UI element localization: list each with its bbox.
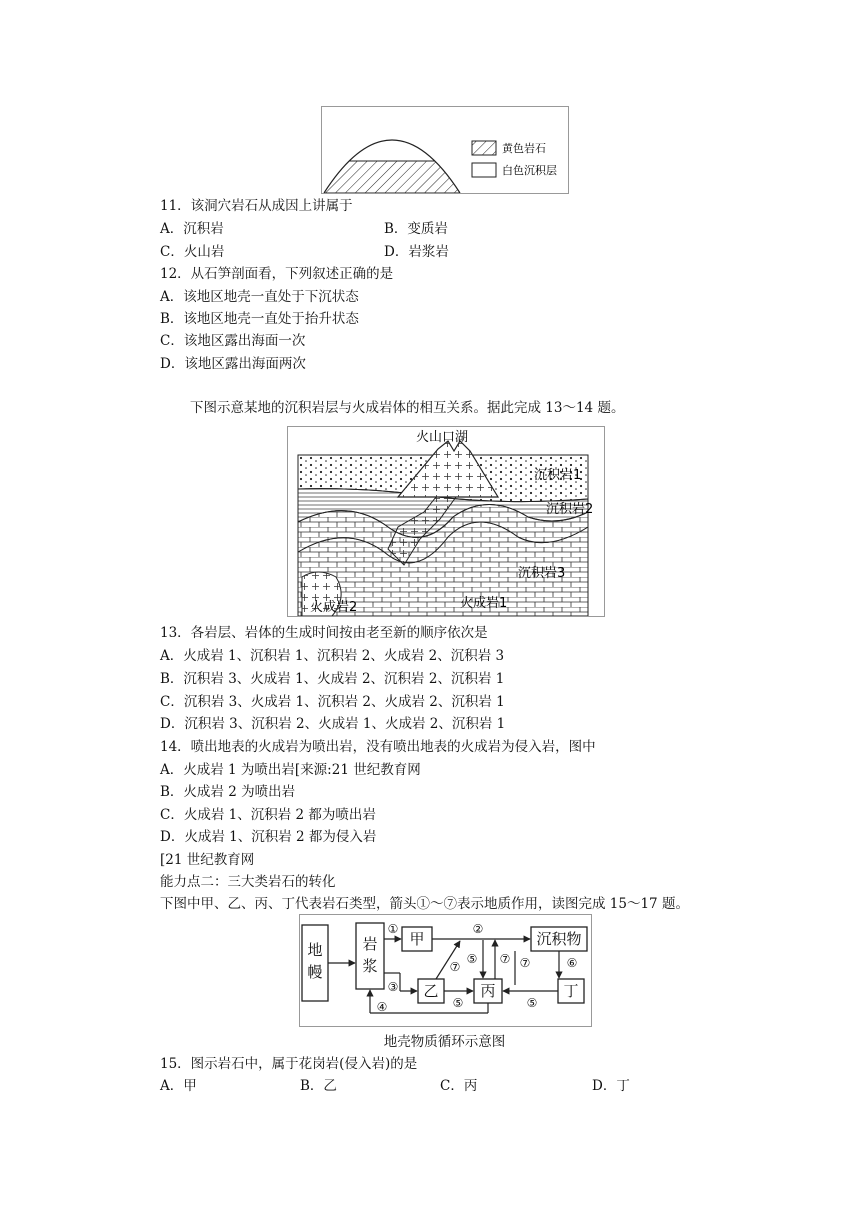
q11-option-d: D．岩浆岩 [384, 244, 449, 260]
source-note: [21 世纪教育网 [160, 852, 255, 868]
marker-7-left: ⑦ [449, 960, 461, 974]
box-mantle-label-1: 地 [307, 941, 323, 959]
marker-5-lower: ⑤ [452, 996, 464, 1010]
q14-option-c: C．火成岩 1、沉积岩 2 都为喷出岩 [160, 807, 376, 823]
q11-option-b: B．变质岩 [384, 221, 448, 237]
legend-blank-swatch [472, 163, 496, 177]
cycle-caption: 地壳物质循环示意图 [383, 1034, 506, 1050]
box-bing-label: 丙 [480, 982, 496, 1000]
intro-15-17: 下图中甲、乙、丙、丁代表岩石类型，箭头①～⑦表示地质作用，读图完成 15～17 题。 [160, 896, 689, 912]
q12-option-a: A．该地区地壳一直处于下沉状态 [160, 289, 359, 305]
q13-option-b: B．沉积岩 3、火成岩 1、火成岩 2、沉积岩 2、沉积岩 1 [160, 671, 505, 687]
rock-cycle-svg [300, 915, 591, 1026]
marker-1: ① [387, 922, 399, 936]
marker-7-mid: ⑦ [499, 952, 511, 966]
q12-stem: 12．从石笋剖面看，下列叙述正确的是 [160, 266, 394, 282]
legend-yellow-rock: 黄色岩石 [502, 142, 546, 155]
marker-5-right: ⑤ [526, 996, 538, 1010]
label-sed3: 沉积岩3 [518, 566, 566, 581]
label-ign1: 火成岩1 [460, 596, 508, 611]
marker-3: ③ [387, 980, 399, 994]
label-sed2: 沉积岩2 [546, 502, 594, 517]
q13-option-c: C．沉积岩 3、火成岩 1、沉积岩 2、火成岩 2、沉积岩 1 [160, 694, 505, 710]
q14-option-d: D．火成岩 1、沉积岩 2 都为侵入岩 [160, 829, 377, 845]
q12-option-b: B．该地区地壳一直处于抬升状态 [160, 311, 359, 327]
marker-6: ⑥ [566, 956, 578, 970]
label-sed1: 沉积岩1 [534, 468, 582, 483]
marker-4: ④ [376, 1000, 388, 1014]
section-header-rock-transformation: 能力点二：三大类岩石的转化 [160, 874, 336, 890]
box-mantle-label-2: 幔 [307, 963, 323, 981]
rock-layers-figure [287, 426, 605, 617]
stalagmite-section-svg [322, 107, 568, 193]
q15-stem: 15．图示岩石中，属于花岗岩(侵入岩)的是 [160, 1056, 418, 1072]
box-magma-label-1: 岩 [362, 935, 378, 953]
q14-option-b: B．火成岩 2 为喷出岩 [160, 784, 296, 800]
marker-5-upper: ⑤ [466, 952, 478, 966]
rock-cycle-figure [299, 914, 592, 1027]
box-magma-label-2: 浆 [362, 957, 378, 975]
q13-stem: 13．各岩层、岩体的生成时间按由老至新的顺序依次是 [160, 625, 488, 641]
label-crater-lake: 火山口湖 [416, 430, 469, 445]
legend-hatched-swatch [472, 141, 496, 155]
q12-option-c: C．该地区露出海面一次 [160, 333, 306, 349]
marker-2: ② [472, 922, 484, 936]
intro-13-14: 下图示意某地的沉积岩层与火成岩体的相互关系。据此完成 13～14 题。 [190, 400, 625, 416]
q11-stem: 11．该洞穴岩石从成因上讲属于 [160, 198, 353, 214]
rock-layers-svg [288, 427, 604, 616]
box-yi-label: 乙 [423, 982, 439, 1000]
box-magma [356, 923, 384, 989]
box-sediment-label: 沉积物 [536, 930, 582, 948]
box-ding-label: 丁 [563, 982, 579, 1000]
q15-option-c: C．丙 [440, 1078, 478, 1094]
q12-option-d: D．该地区露出海面两次 [160, 356, 306, 372]
marker-7-right: ⑦ [519, 956, 531, 970]
q15-option-d: D．丁 [592, 1078, 630, 1094]
q13-option-a: A．火成岩 1、沉积岩 1、沉积岩 2、火成岩 2、沉积岩 3 [160, 648, 505, 664]
legend-white-sediment: 白色沉积层 [502, 164, 557, 177]
q14-stem: 14．喷出地表的火成岩为喷出岩，没有喷出地表的火成岩为侵入岩，图中 [160, 739, 596, 755]
q11-option-c: C．火山岩 [160, 244, 225, 260]
box-jia-label: 甲 [409, 930, 425, 948]
stalagmite-section-figure [321, 106, 569, 194]
q13-option-d: D．沉积岩 3、沉积岩 2、火成岩 1、火成岩 2、沉积岩 1 [160, 716, 506, 732]
q11-option-a: A．沉积岩 [160, 221, 224, 237]
q14-option-a: A．火成岩 1 为喷出岩[来源:21 世纪教育网 [160, 762, 421, 778]
q15-option-a: A．甲 [160, 1078, 197, 1094]
label-ign2: 火成岩2 [310, 600, 358, 615]
q15-option-b: B．乙 [300, 1078, 337, 1094]
